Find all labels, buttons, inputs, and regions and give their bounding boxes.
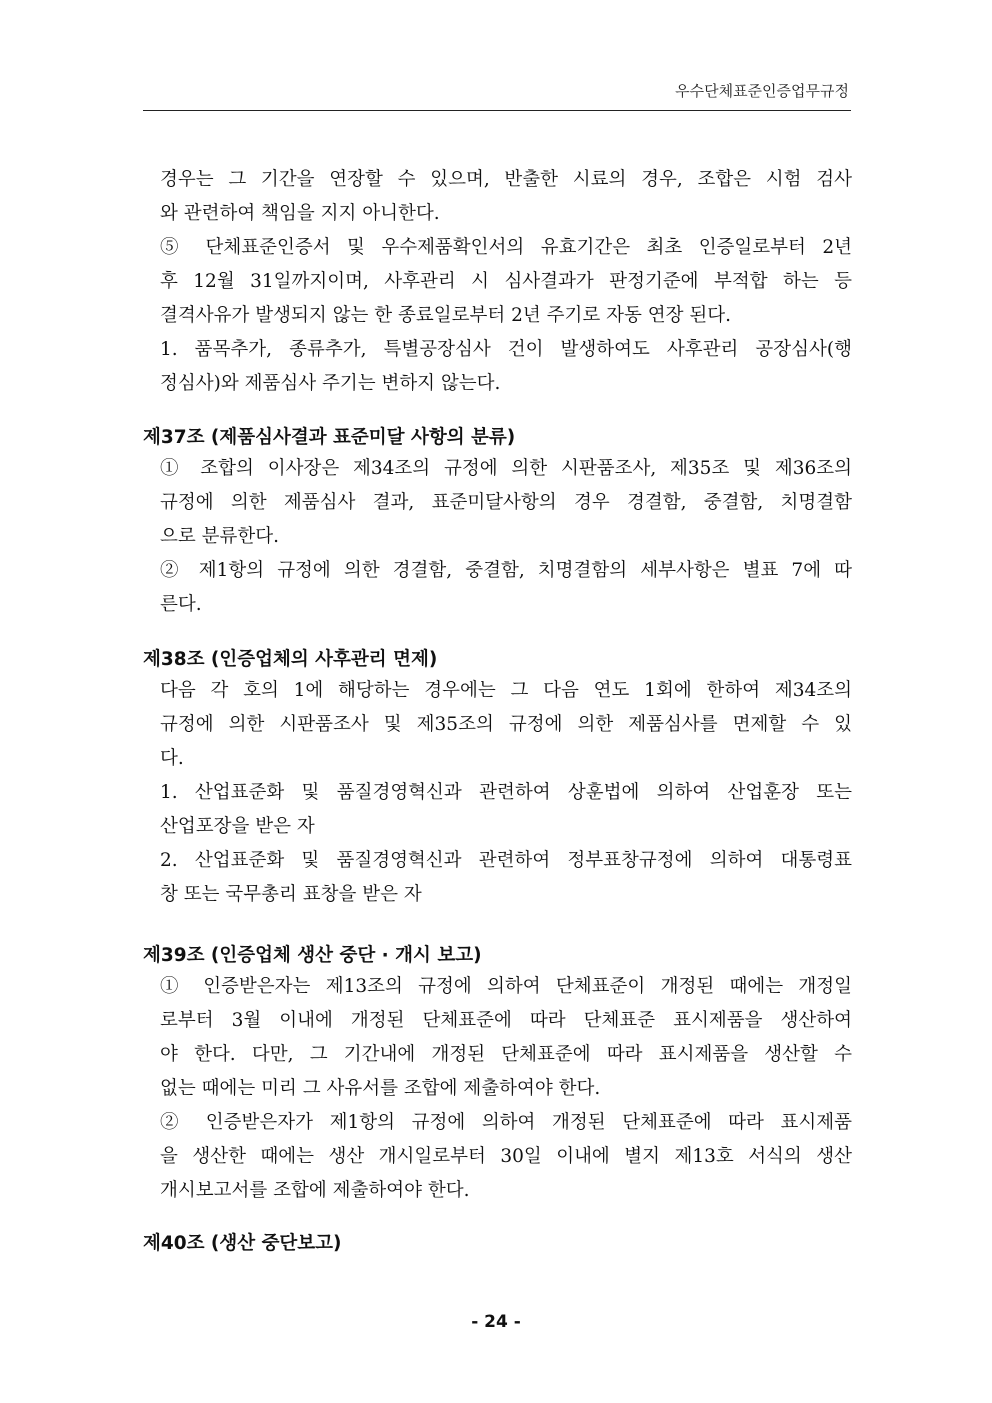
article-39-body <box>160 970 852 1208</box>
article-40-heading: 제40조 (생산 중단보고) <box>143 1233 342 1254</box>
text-line: 1. 산업표준화 및 품질경영혁신과 관련하여 상훈법에 의하여 산업훈장 또는 <box>160 782 852 803</box>
text-line: 로부터 3월 이내에 개정된 단체표준에 따라 단체표준 표시제품을 생산하여 <box>160 1010 852 1031</box>
paragraph-block-1 <box>160 163 852 401</box>
text-line: 산업포장을 받은 자 <box>160 816 315 837</box>
header-rule <box>143 110 851 111</box>
text-line: 후 12월 31일까지이며, 사후관리 시 심사결과가 판정기준에 부적합 하는 등 <box>160 271 852 292</box>
text-line: 으로 분류한다. <box>160 526 279 547</box>
article-38-body <box>160 674 852 912</box>
text-line: 1. 품목추가, 종류추가, 특별공장심사 건이 발생하여도 사후관리 공장심사(행 <box>160 339 852 360</box>
header-title: 우수단체표준인증업무규정 <box>675 82 849 100</box>
text-line: ⑤ 단체표준인증서 및 우수제품확인서의 유효기간은 최초 인증일로부터 2년 <box>160 237 852 258</box>
text-line: 2. 산업표준화 및 품질경영혁신과 관련하여 정부표창규정에 의하여 대통령표 <box>160 850 852 871</box>
text-line: 없는 때에는 미리 그 사유서를 조합에 제출하여야 한다. <box>160 1078 601 1099</box>
text-line: 른다. <box>160 594 202 615</box>
text-line: 다음 각 호의 1에 해당하는 경우에는 그 다음 연도 1회에 한하여 제34조의 <box>160 680 852 701</box>
text-line: ② 제1항의 규정에 의한 경결함, 중결함, 치명결함의 세부사항은 별표 7에 따 <box>160 560 852 581</box>
text-line: ① 조합의 이사장은 제34조의 규정에 의한 시판품조사, 제35조 및 제36조의 <box>160 458 852 479</box>
text-line: 규정에 의한 시판품조사 및 제35조의 규정에 의한 제품심사를 면제할 수 있 <box>160 714 852 735</box>
text-line: ① 인증받은자는 제13조의 규정에 의하여 단체표준이 개정된 때에는 개정일 <box>160 976 852 997</box>
article-38-heading: 제38조 (인증업체의 사후관리 면제) <box>143 649 438 670</box>
text-line: 창 또는 국무총리 표창을 받은 자 <box>160 884 422 905</box>
text-line: 야 한다. 다만, 그 기간내에 개정된 단체표준에 따라 표시제품을 생산할 수 <box>160 1044 852 1065</box>
text-line: 규정에 의한 제품심사 결과, 표준미달사항의 경우 경결함, 중결함, 치명결함 <box>160 492 852 513</box>
article-39-heading: 제39조 (인증업체 생산 중단 · 개시 보고) <box>143 945 482 966</box>
text-line: 정심사)와 제품심사 주기는 변하지 않는다. <box>160 373 501 394</box>
text-line: 다. <box>160 748 184 769</box>
text-line: ② 인증받은자가 제1항의 규정에 의하여 개정된 단체표준에 따라 표시제품 <box>160 1112 852 1133</box>
page-number: - 24 - <box>471 1312 521 1332</box>
text-line: 결격사유가 발생되지 않는 한 종료일로부터 2년 주기로 자동 연장 된다. <box>160 305 731 326</box>
article-37-body <box>160 452 852 622</box>
text-line: 와 관련하여 책임을 지지 아니한다. <box>160 203 440 224</box>
text-line: 을 생산한 때에는 생산 개시일로부터 30일 이내에 별지 제13호 서식의 생산 <box>160 1146 852 1167</box>
text-line: 개시보고서를 조합에 제출하여야 한다. <box>160 1180 470 1201</box>
text-line: 경우는 그 기간을 연장할 수 있으며, 반출한 시료의 경우, 조합은 시험 검사 <box>160 169 852 190</box>
article-37-heading: 제37조 (제품심사결과 표준미달 사항의 분류) <box>143 427 516 448</box>
